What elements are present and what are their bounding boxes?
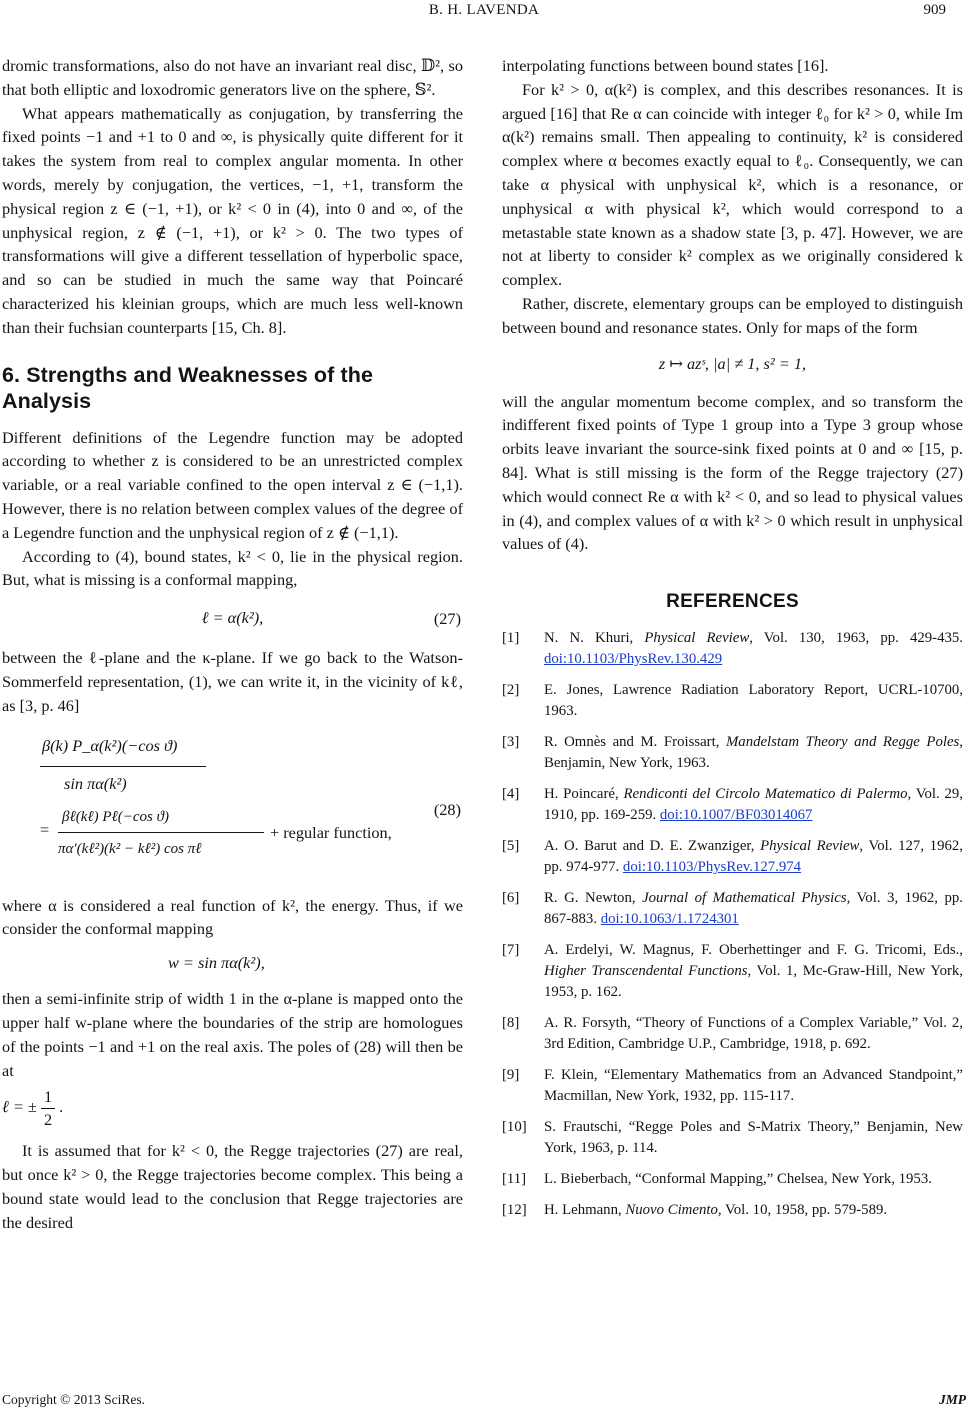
reference-authors: A. R. Forsyth, “Theory of Functions of a Complex Variable,” Vol. 2, 3rd Edition, Cambridge U.P., Cambridge, 1918, p. 692. xyxy=(544,1014,963,1052)
reference-number: [8] xyxy=(502,1014,520,1031)
reference-authors: S. Frautschi, “Regge Poles and S-Matrix Theory,” Benjamin, New York, 1963, p. 114. xyxy=(544,1118,963,1156)
reference-authors: A. Erdelyi, W. Magnus, F. Oberhettinger and F. G. Tricomi, Eds., xyxy=(544,941,963,958)
equation-body: z ↦ azˢ, |a| ≠ 1, s² = 1, xyxy=(658,353,807,373)
section-heading: 6. Strengths and Weaknesses of the Analysis xyxy=(2,362,373,413)
reference-authors: E. Jones, Lawrence Radiation Laboratory Report, UCRL-10700, 1963. xyxy=(544,681,963,719)
reference-title: Rendiconti del Circolo Matematico di Palermo xyxy=(623,785,908,802)
paragraph: According to (4), bound states, k² < 0, lie in the physical region. But, what is missing is a conformal mapping, xyxy=(2,546,463,590)
equation-body: ℓ = α(k²), xyxy=(201,608,264,628)
doi-link[interactable]: doi:10.1007/BF03014067 xyxy=(659,806,813,823)
paragraph: then a semi-infinite strip of width 1 in the α-plane is mapped onto the upper half w-plane where the boundaries of the strip are homologues of the points −1 and +1 on the real axis. The poles of (28) will then be at xyxy=(2,989,463,1080)
reference-details: , Vol. 10, 1958, pp. 579-589. xyxy=(717,1201,888,1218)
reference-details: , Vol. 130, 1963, pp. 429-435. xyxy=(749,629,963,646)
reference-number: [4] xyxy=(502,785,520,802)
doi-link[interactable]: doi:10.1103/PhysRev.130.429 xyxy=(544,650,723,667)
fraction xyxy=(41,1086,55,1131)
equation-28 xyxy=(2,726,463,886)
numerator: 1 xyxy=(41,1086,55,1109)
reference-text xyxy=(544,680,963,722)
reference-number: [6] xyxy=(502,889,520,906)
equation-lhs: ℓ = ± xyxy=(2,1097,37,1117)
paragraph: interpolating functions between bound states [16]. xyxy=(502,56,829,75)
reference-title: Mandelstam Theory and Regge Poles xyxy=(725,733,960,750)
reference-title: Nuovo Cimento xyxy=(625,1201,718,1218)
reference-number: [7] xyxy=(502,941,520,958)
reference-number: [3] xyxy=(502,733,520,750)
right-column xyxy=(502,54,963,1231)
equation-mapping xyxy=(2,951,463,977)
reference-number: [12] xyxy=(502,1201,527,1218)
left-column xyxy=(2,54,463,1235)
running-header xyxy=(0,0,968,26)
paragraph: where α is considered a real function of k², the energy. Thus, if we consider the conformal mapping xyxy=(2,895,463,939)
reference-text xyxy=(544,1169,963,1190)
reference-item xyxy=(502,784,963,826)
paragraph: Rather, discrete, elementary groups can be employed to distinguish between bound and resonance states. Only for maps of the form xyxy=(502,293,963,337)
reference-details: , Vol. 127, 1962, pp. 974-977. xyxy=(544,837,963,875)
running-author: B. H. LAVENDA xyxy=(428,2,540,18)
reference-text xyxy=(544,1200,963,1221)
reference-item xyxy=(502,888,963,930)
paragraph: It is assumed that for k² < 0, the Regge trajectories (27) are real, but once k² > 0, the Regge trajectories become complex. This being a bound state would lead to the conclusion that Regge trajectories are the desired xyxy=(2,1141,463,1232)
reference-item xyxy=(502,628,963,670)
reference-text xyxy=(544,1065,963,1107)
reference-authors: A. O. Barut and D. E. Zwanziger, xyxy=(544,837,761,854)
equation-poles xyxy=(2,1086,463,1131)
paragraph: For k² > 0, α(k²) is complex, and this describes resonances. It is argued [16] that Re α can coincide with integer ℓ₀ for k² > 0, while Im α(k²) remains small. Then appealing to continuity, k² is considered complex where α becomes exactly equal to ℓ₀. Consequently, we can take α physical with unphysical k², which is a resonance, or unphysical α with physical k², which would correspond to a metastable state known as a shadow state [3, p. 47]. However, we are not at liberty to consider k² complex as we originally considered k complex. xyxy=(502,79,963,290)
reference-text xyxy=(544,940,963,1003)
reference-text xyxy=(544,836,963,878)
reference-list xyxy=(502,628,963,1221)
doi-link[interactable]: doi:10.1063/1.1724301 xyxy=(600,910,739,927)
reference-item xyxy=(502,1013,963,1055)
reference-text xyxy=(544,888,963,930)
equation-27 xyxy=(2,606,463,632)
paragraph: will the angular momentum become complex, and so transform the indifferent fixed points of Type 1 group into a Type 3 group whose orbits leave invariant the source-sink fixed points at 0 and ∞ [15, p. 84]. What is still missing is the form of the Regge trajectory (27) which would connect Re α with k² < 0, and so lead to physical values in (4), and complex values of α with k² > 0 which result in unphysical values of (4). xyxy=(502,391,963,554)
reference-title: Physical Review xyxy=(760,837,860,854)
reference-text xyxy=(544,784,963,826)
copyright-notice: Copyright © 2013 SciRes. xyxy=(2,1392,146,1407)
reference-number: [11] xyxy=(502,1170,527,1187)
references-heading: REFERENCES xyxy=(666,591,799,613)
reference-details: , Benjamin, New York, 1963. xyxy=(544,733,963,771)
reference-title: Journal of Mathematical Physics xyxy=(642,889,847,906)
reference-title: Physical Review xyxy=(644,629,750,646)
equation-map-form xyxy=(502,352,963,378)
page-number: 909 xyxy=(923,2,946,18)
reference-text xyxy=(544,1013,963,1055)
reference-number: [9] xyxy=(502,1066,520,1083)
eq28-numerator-1: β(k) P_α(k²)(−cos ϑ) xyxy=(42,735,178,755)
reference-text xyxy=(544,628,963,670)
reference-authors: F. Klein, “Elementary Mathematics from an Advanced Standpoint,” Macmillan, New York, 1932, pp. 115-117. xyxy=(544,1066,963,1104)
paragraph: between the ℓ-plane and the κ-plane. If we go back to the Watson-Sommerfeld representation, (1), we can write it, in the vicinity of kℓ, as [3, p. 46] xyxy=(2,648,463,715)
reference-number: [1] xyxy=(502,629,520,646)
reference-number: [10] xyxy=(502,1118,527,1135)
eq28-numerator-2: βℓ(kℓ) Pℓ(−cos ϑ) xyxy=(62,808,169,825)
reference-authors: H. Lehmann, xyxy=(544,1201,626,1218)
reference-details: , Vol. 1, Mc-Graw-Hill, New York, 1953, p. 162. xyxy=(544,962,963,1000)
reference-authors: R. G. Newton, xyxy=(544,889,643,906)
reference-authors: R. Omnès and M. Froissart, xyxy=(544,733,726,750)
reference-item xyxy=(502,1200,963,1221)
reference-item xyxy=(502,732,963,774)
reference-authors: H. Poincaré, xyxy=(544,785,624,802)
fraction-bar xyxy=(58,832,264,833)
reference-text xyxy=(544,1117,963,1159)
reference-item xyxy=(502,1169,963,1190)
reference-number: [2] xyxy=(502,681,520,698)
eq28-denominator-2: πα′(kℓ²)(k² − kℓ²) cos πℓ xyxy=(58,840,202,857)
reference-text xyxy=(544,732,963,774)
reference-item xyxy=(502,1065,963,1107)
journal-abbrev: JMP xyxy=(939,1392,966,1407)
reference-details: , Vol. 3, 1962, pp. 867-883. xyxy=(544,889,963,927)
reference-item xyxy=(502,940,963,1003)
denominator: 2 xyxy=(43,1110,53,1130)
reference-item xyxy=(502,836,963,878)
reference-details: , Vol. 29, 1910, pp. 169-259. xyxy=(544,785,963,823)
reference-title: Higher Transcendental Functions xyxy=(544,962,748,979)
equation-body: w = sin πα(k²), xyxy=(168,953,265,973)
fraction-bar xyxy=(40,766,206,767)
equation-number: (28) xyxy=(433,799,461,819)
eq28-denominator-1: sin πα(k²) xyxy=(64,773,127,793)
reference-item xyxy=(502,680,963,722)
paragraph: dromic transformations, also do not have an invariant real disc, 𝔻², so that both elliptic and loxodromic generators live on the sphere, 𝕊². xyxy=(2,56,463,99)
equation-number: (27) xyxy=(433,609,461,629)
period: . xyxy=(59,1097,64,1117)
reference-authors: L. Bieberbach, “Conformal Mapping,” Chelsea, New York, 1953. xyxy=(544,1170,932,1187)
paragraph: Different definitions of the Legendre function may be adopted according to whether z is considered to be an unrestricted complex variable, or a real variable confined to the open interval z ∈ (−1,1). However, there is no relation between complex values of the degree of a Legendre function and the unphysical region of z ∉ (−1,1). xyxy=(2,427,463,542)
reference-number: [5] xyxy=(502,837,520,854)
reference-authors: N. N. Khuri, xyxy=(544,629,645,646)
eq28-tail: + regular function, xyxy=(270,822,392,842)
paragraph: What appears mathematically as conjugation, by transferring the fixed points −1 and +1 to 0 and ∞, is physically quite different for it takes the system from real to complex angular momenta. In other words, merely by conjugation, the vertices, −1, +1, transform the physical region z ∈ (−1, +1), or k² < 0 in (4), into 0 and ∞, of the unphysical region, z ∉ (−1, +1), or k² > 0. The two types of transformations will give a different tessellation of hyperbolic space, and so can be studied in much the same way that Poincaré characterized his kleinian groups, which are much less well-known than their fuchsian counterparts [15, Ch. 8]. xyxy=(2,103,463,337)
doi-link[interactable]: doi:10.1103/PhysRev.127.974 xyxy=(622,858,802,875)
equals-sign: = xyxy=(40,819,50,839)
reference-item xyxy=(502,1117,963,1159)
